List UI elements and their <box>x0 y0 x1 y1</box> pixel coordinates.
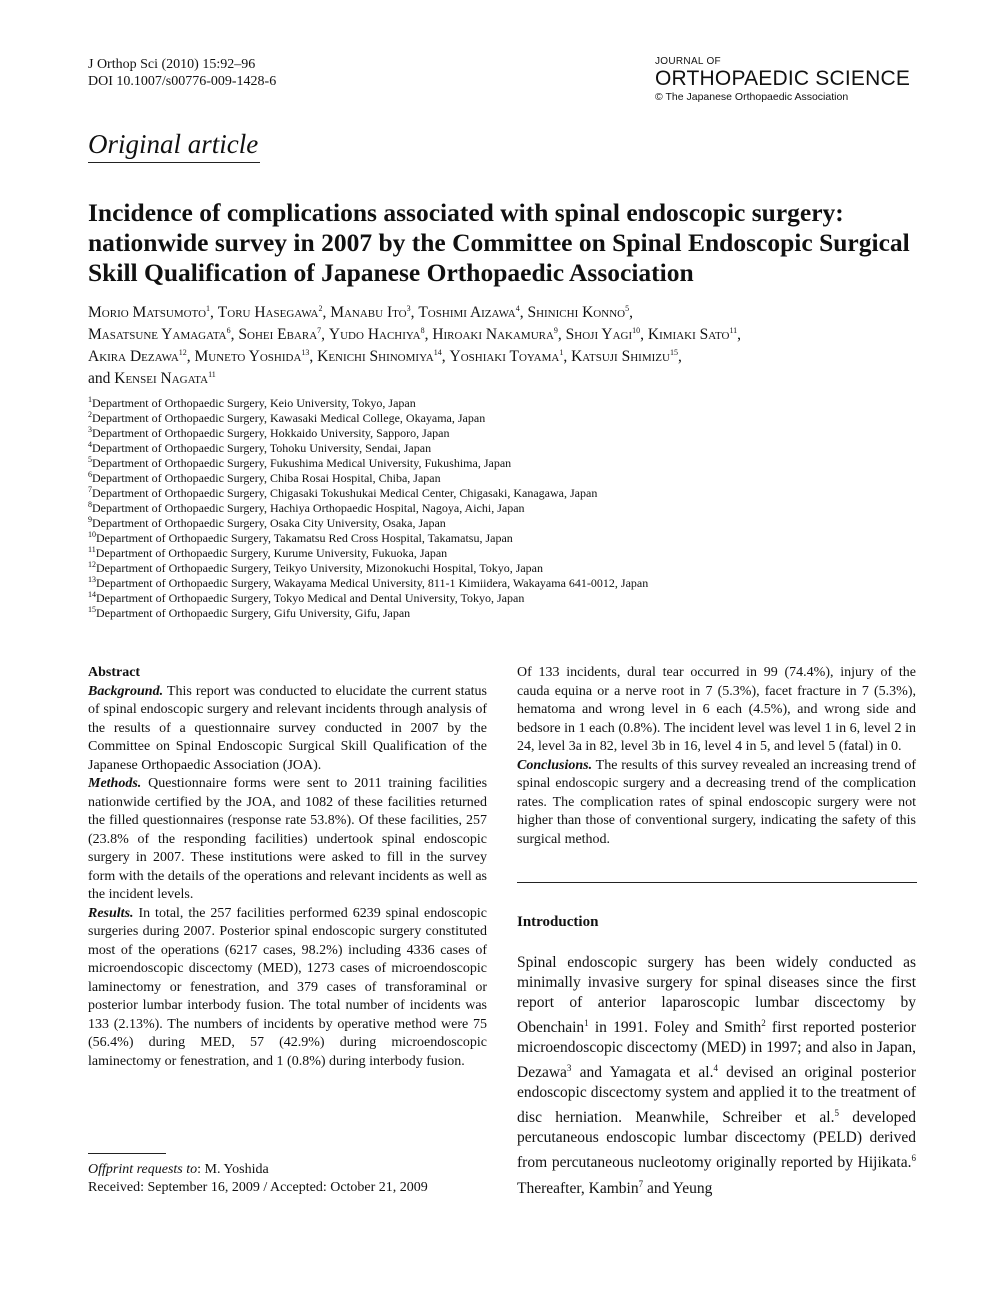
author: Kenichi Shinomiya$^{14}$, <box>317 347 450 365</box>
author-name: Kenichi Shinomiya <box>317 348 434 365</box>
affiliation-number: 3 <box>88 425 92 434</box>
affiliation <box>88 531 908 546</box>
affiliation-number: 13 <box>88 575 96 584</box>
author: Kimiaki Sato$^{11}$, <box>647 325 742 343</box>
affiliation-text: Department of Orthopaedic Surgery, Teikyo University, Mizonokuchi Hospital, Tokyo, Japan <box>96 561 544 575</box>
citation-ref: 5 <box>834 1108 839 1119</box>
affiliation <box>88 426 908 441</box>
offprint-line <box>88 1161 428 1179</box>
received-line: Received: September 16, 2009 / Accepted: October 21, 2009 <box>88 1180 428 1195</box>
author-affiliation-ref: 5 <box>625 303 630 313</box>
intro-text-segment: and Yeung <box>643 1179 713 1197</box>
affiliation-text: Department of Orthopaedic Surgery, Takamatsu Red Cross Hospital, Takamatsu, Japan <box>96 531 513 545</box>
abstract-divider <box>517 882 917 883</box>
affiliation-number: 2 <box>88 410 92 419</box>
introduction-heading: Introduction <box>517 914 599 930</box>
author-affiliation-ref: 12 <box>178 347 187 357</box>
intro-text-segment: developed percutaneous endoscopic lumbar discectomy (PELD) derived from percutaneous nucleotomy originally reported by Hijikata. <box>517 1109 916 1172</box>
intro-text-segment: devised an original posterior endoscopic discectomy system and applied it to the treatment of disc herniation. Meanwhile, Schreiber et al. <box>517 1064 916 1127</box>
citation-block <box>88 56 276 90</box>
affiliation <box>88 576 908 591</box>
affiliation <box>88 456 908 471</box>
author-name: Toshimi Aizawa <box>418 304 516 321</box>
intro-text-segment: Thereafter, Kambin <box>517 1179 639 1197</box>
author-name: Shinichi Konno <box>527 304 626 321</box>
author-affiliation-ref: 11 <box>208 369 216 379</box>
author-name: Akira Dezawa <box>88 348 179 365</box>
author-name: Kimiaki Sato <box>647 326 730 343</box>
author-name: Muneto Yoshida <box>194 348 302 365</box>
background-label: Background. <box>88 683 164 699</box>
affiliation-text: Department of Orthopaedic Surgery, Kurume University, Fukuoka, Japan <box>95 546 448 560</box>
author: Muneto Yoshida$^{13}$, <box>194 347 318 365</box>
author-affiliation-ref: 1 <box>559 347 564 357</box>
author-affiliation-ref: 15 <box>669 347 678 357</box>
affiliation-number: 8 <box>88 500 92 509</box>
methods-text: Questionnaire forms were sent to 2011 training facilities nationwide certified by the JOA, and 1082 of these facilities returned the filled questionnaires (response rate 53.8%). Of these facilities, 257 (23.8% of the responding facilities) undertook spinal endoscopic surgery in 2007. These institutions were asked to fill in the survey form with the details of the operations and relevant incidents as well as the incident levels. <box>88 776 488 902</box>
affiliation <box>88 396 908 411</box>
author: Katsuji Shimizu$^{15}$, <box>571 347 682 365</box>
affiliation-text: Department of Orthopaedic Surgery, Osaka City University, Osaka, Japan <box>92 516 446 530</box>
citation-ref: 1 <box>584 1018 589 1028</box>
results-continued: Of 133 incidents, dural tear occurred in 99 (74.4%), injury of the cauda equina or a nerve root in 7 (5.3%), facet fracture in 7 (5.3%), hematoma and wrong level in 6 each (4.5%), and wrong side and bedsore in 1 each (0.8%). The incident level was level 1 in 6, level 2 in 24, level 3a in 82, level 3b in 16, level 4 in 5, and level 5 (fatal) in 0. <box>517 665 916 754</box>
affiliation-number: 12 <box>88 560 96 569</box>
author: Yudo Hachiya$^8$, <box>328 325 433 343</box>
author: Manabu Ito$^3$, <box>330 303 419 321</box>
author-affiliation-ref: 13 <box>301 347 310 357</box>
offprint-label: Offprint requests to <box>88 1162 198 1177</box>
journal-of: JOURNAL OF <box>655 56 721 67</box>
citation-ref: 4 <box>713 1063 718 1074</box>
author-name: Masatsune Yamagata <box>88 326 227 343</box>
author-affiliation-ref: 6 <box>226 325 231 335</box>
author-affiliation-ref: 1 <box>206 303 211 313</box>
affiliation <box>88 591 908 606</box>
background-text: This report was conducted to elucidate the current status of spinal endoscopic surgery and relevant incidents through analysis of the results of a questionnaire survey conducted in 2007 by the Committee on Spinal Endoscopic Surgical Skill Qualification of the Japanese Orthopaedic Association (JOA). <box>88 683 488 773</box>
affiliation-text: Department of Orthopaedic Surgery, Chiba Rosai Hospital, Chiba, Japan <box>92 471 441 485</box>
author-name: Yoshiaki Toyama <box>449 348 560 365</box>
author-affiliation-ref: 9 <box>553 325 558 335</box>
author: and Kensei Nagata$^{11}$ <box>88 369 216 387</box>
author: Toshimi Aizawa$^4$, <box>418 303 528 321</box>
author-list <box>88 302 918 390</box>
affiliation <box>88 471 908 486</box>
author: Hiroaki Nakamura$^9$, <box>432 325 566 343</box>
abstract-methods <box>88 775 487 905</box>
intro-text-segment: and Yamagata et al. <box>571 1064 714 1082</box>
affiliation <box>88 561 908 576</box>
affiliation-number: 9 <box>88 515 92 524</box>
conclusions-text: The results of this survey revealed an increasing trend of spinal endoscopic surgery and a decreasing trend of the complication rates. The complication rates of spinal endoscopic surgery were not higher than those of conventional surgery, indicating the safety of this surgical method. <box>517 757 916 847</box>
author: Morio Matsumoto$^1$, <box>88 303 218 321</box>
author: Shinichi Konno$^5$, <box>527 303 633 321</box>
author-name: Toru Hasegawa <box>217 304 319 321</box>
citation-ref: 6 <box>911 1153 916 1164</box>
citation-ref: 3 <box>566 1063 572 1074</box>
author: Toru Hasegawa$^2$, <box>217 303 331 321</box>
affiliation-number: 4 <box>88 440 92 449</box>
author-affiliation-ref: 7 <box>317 325 322 335</box>
affiliation-text: Department of Orthopaedic Surgery, Hachiya Orthopaedic Hospital, Nagoya, Aichi, Japan <box>92 501 525 515</box>
author-affiliation-ref: 11 <box>729 325 738 335</box>
affiliation <box>88 606 908 621</box>
author-affiliation-ref: 3 <box>406 303 411 313</box>
affiliation-list <box>88 396 908 621</box>
author-affiliation-ref: 10 <box>632 325 641 335</box>
author-name: Kensei Nagata <box>114 370 209 387</box>
affiliation <box>88 546 908 561</box>
offprint-name: : M. Yoshida <box>197 1162 269 1177</box>
author-name: Sohei Ebara <box>238 326 318 343</box>
journal-name: ORTHOPAEDIC SCIENCE <box>655 67 911 90</box>
citation-ref: 7 <box>638 1178 644 1189</box>
results-label: Results. <box>88 905 134 921</box>
affiliation-text: Department of Orthopaedic Surgery, Kawasaki Medical College, Okayama, Japan <box>92 411 486 425</box>
author: Sohei Ebara$^7$, <box>238 325 329 343</box>
affiliation-text: Department of Orthopaedic Surgery, Gifu University, Gifu, Japan <box>96 606 411 620</box>
affiliation-number: 10 <box>88 530 96 539</box>
affiliation-text: Department of Orthopaedic Surgery, Tokyo Medical and Dental University, Tokyo, Japan <box>96 591 525 605</box>
affiliation-text: Department of Orthopaedic Surgery, Fukushima Medical University, Fukushima, Japan <box>92 456 512 470</box>
intro-text-segment: Spinal endoscopic surgery has been widely conducted as minimally invasive surgery for spinal diseases since the first report of anterior laparoscopic lumbar discectomy by Obenchain <box>517 954 916 1037</box>
author-affiliation-ref: 14 <box>433 347 442 357</box>
abstract-background <box>88 683 487 776</box>
affiliation-number: 15 <box>88 605 96 614</box>
affiliation-number: 6 <box>88 470 92 479</box>
affiliation-text: Department of Orthopaedic Surgery, Tohoku University, Sendai, Japan <box>92 441 432 455</box>
abstract-left-column <box>88 664 487 1071</box>
author-name: Morio Matsumoto <box>88 304 207 321</box>
author: Yoshiaki Toyama$^1$, <box>449 347 572 365</box>
author-affiliation-ref: 8 <box>420 325 425 335</box>
abstract-heading: Abstract <box>88 665 141 680</box>
author-affiliation-ref: 2 <box>318 303 323 313</box>
introduction-text <box>517 953 916 1199</box>
doi: DOI 10.1007/s00776-009-1428-6 <box>88 74 277 89</box>
author-name: Manabu Ito <box>330 304 407 321</box>
affiliation-number: 7 <box>88 485 92 494</box>
article-type: Original article <box>88 128 260 163</box>
affiliation-text: Department of Orthopaedic Surgery, Hokkaido University, Sapporo, Japan <box>92 426 450 440</box>
author: Akira Dezawa$^{12}$, <box>88 347 195 365</box>
affiliation <box>88 486 908 501</box>
affiliation-text: Department of Orthopaedic Surgery, Wakayama Medical University, 811-1 Kimiidera, Wakayama 641-0012, Japan <box>96 576 649 590</box>
intro-text-segment: in 1991. Foley and Smith <box>588 1019 762 1037</box>
affiliation <box>88 441 908 456</box>
citation-ref: 2 <box>761 1018 766 1028</box>
affiliation <box>88 516 908 531</box>
article-title: Incidence of complications associated with spinal endoscopic surgery: nationwide survey in 2007 by the Committee on Spinal Endoscopic Surgical Skill Qualification of Japanese Orthopaedic Association <box>88 198 910 287</box>
abstract-right-column <box>517 664 916 849</box>
author-affiliation-ref: 4 <box>515 303 520 313</box>
author: Masatsune Yamagata$^6$, <box>88 325 239 343</box>
author-name: Yudo Hachiya <box>328 326 421 343</box>
affiliation-number: 14 <box>88 590 96 599</box>
affiliation <box>88 501 908 516</box>
author-name: Hiroaki Nakamura <box>432 326 554 343</box>
affiliation-text: Department of Orthopaedic Surgery, Chigasaki Tokushukai Medical Center, Chigasaki, Kanagawa, Japan <box>92 486 598 500</box>
footnote-divider <box>88 1153 166 1154</box>
affiliation <box>88 411 908 426</box>
results-text: In total, the 257 facilities performed 6239 spinal endoscopic surgeries during 2007. Posterior spinal endoscopic surgery constituted most of the operations (6217 cases, 98.2%) including 4336 cases of microendoscopic discectomy (MED), 1273 cases of microendoscopic laminectomy or fenestration, and 379 cases of transforaminal or posterior lumbar interbody fusion. The total number of incidents was 133 (2.13%). The numbers of incidents by operative method were 75 (56.4%) during MED, 57 (42.9%) during microendoscopic laminectomy or fenestration, and 1 (0.8%) during interbody fusion. <box>88 905 487 1069</box>
affiliation-number: 5 <box>88 455 92 464</box>
author: Shoji Yagi$^{10}$, <box>565 325 648 343</box>
affiliation-text: Department of Orthopaedic Surgery, Keio University, Tokyo, Japan <box>92 396 416 410</box>
conclusions-label: Conclusions. <box>517 757 593 773</box>
author-name: Shoji Yagi <box>565 326 633 343</box>
abstract-results <box>88 905 487 1072</box>
methods-label: Methods. <box>88 776 142 791</box>
intro-text-segment: first reported posterior microendoscopic discectomy (MED) in 1997; and also in Japan, Dezawa <box>517 1019 916 1082</box>
citation: J Orthop Sci (2010) 15:92–96 <box>88 57 256 72</box>
affiliation-number: 11 <box>88 545 96 554</box>
abstract-conclusions <box>517 757 916 850</box>
journal-copyright: © The Japanese Orthopaedic Association <box>655 91 849 103</box>
author-name: Katsuji Shimizu <box>571 348 670 365</box>
journal-logo <box>655 56 915 103</box>
affiliation-number: 1 <box>88 395 92 404</box>
footnotes <box>88 1161 428 1197</box>
